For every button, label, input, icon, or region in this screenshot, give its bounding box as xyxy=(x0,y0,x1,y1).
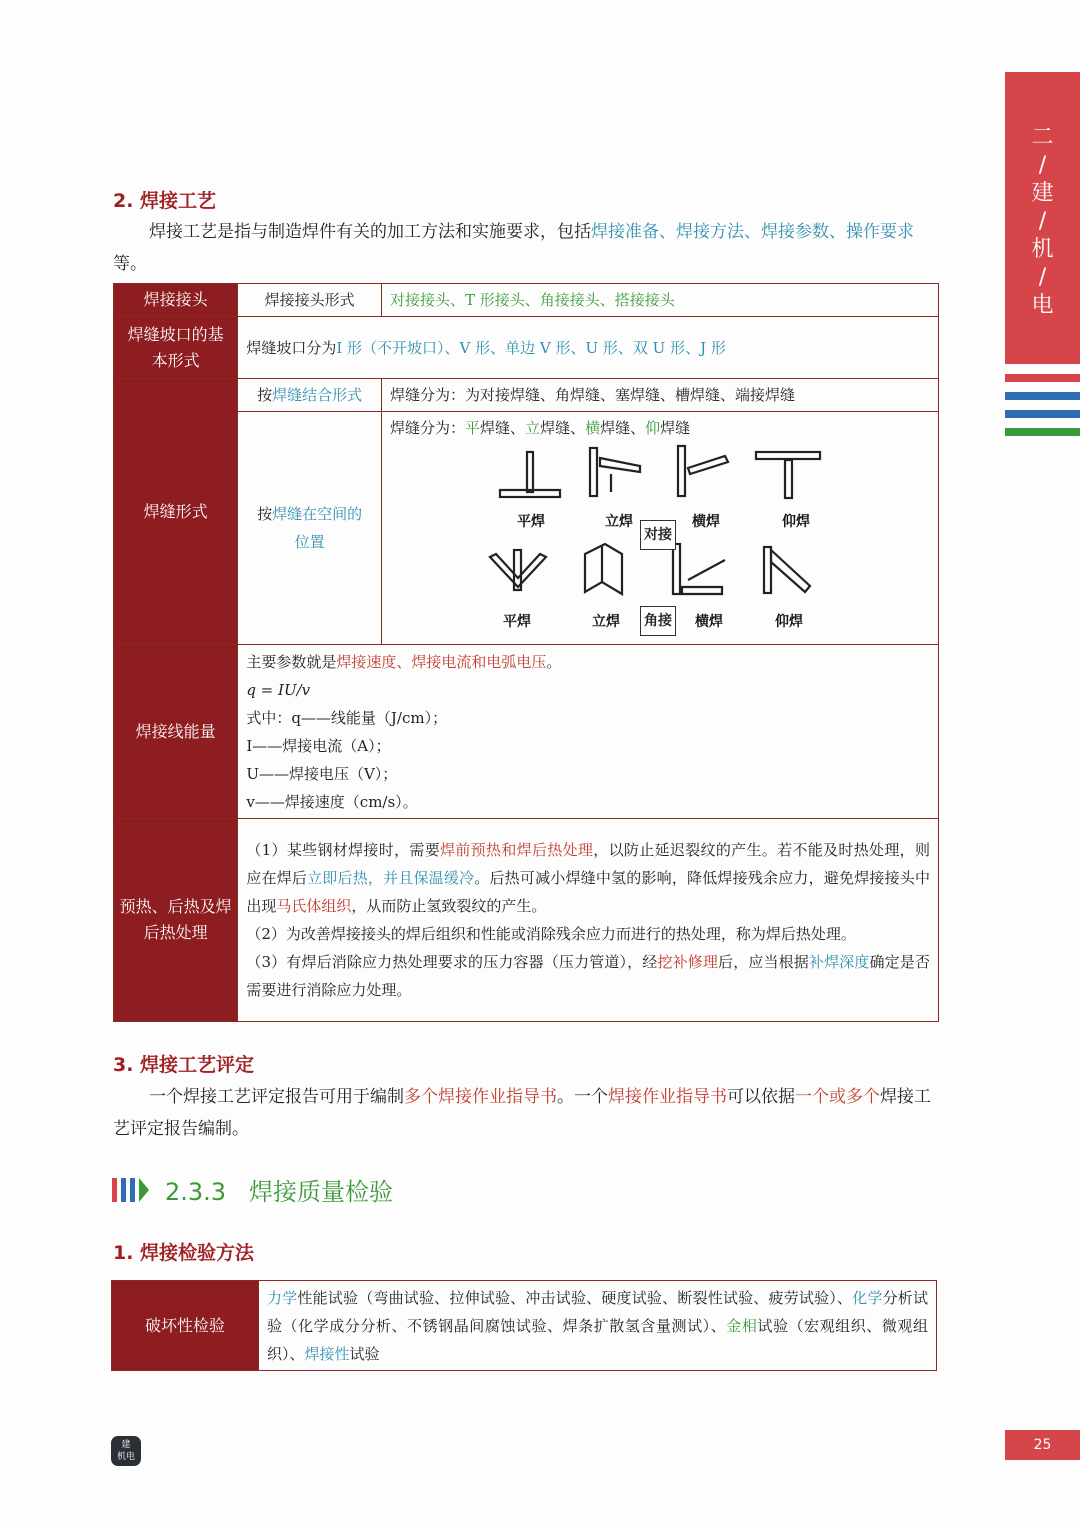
text: 分析试验（化学成分分析、不锈钢晶间腐蚀试验、焊条扩散氢含量测试）、 xyxy=(267,1288,928,1335)
row-head: 焊接线能量 xyxy=(114,645,238,819)
bar-red xyxy=(112,1178,117,1202)
subsection-title xyxy=(165,1172,393,1207)
section-title: 2. 焊接工艺 xyxy=(113,190,217,212)
figure-label: 横焊 xyxy=(692,514,720,530)
side-tab-char: 机 xyxy=(1031,237,1054,262)
figure-label: 仰焊 xyxy=(782,514,810,530)
text: 焊缝分为： xyxy=(390,419,466,437)
text-paragraph xyxy=(246,836,930,920)
highlight-text: 多个焊接作业指导书 xyxy=(404,1087,557,1107)
highlight-text: 焊接准备、焊接方法、焊接参数、操作要求 xyxy=(591,222,914,242)
figure-label: 仰焊 xyxy=(775,614,803,630)
text: ，以防止延迟裂纹的产生。若不能及时热处理，则应在焊后 xyxy=(246,841,930,887)
plate-shape xyxy=(785,460,792,498)
side-tab-char: 电 xyxy=(1031,293,1054,318)
plate-shape xyxy=(771,550,810,592)
highlight-text: 焊前预热和焊后热处理 xyxy=(440,841,594,859)
arrow-shape xyxy=(688,560,725,580)
text: 性能试验（弯曲试验、拉伸试验、冲击试验、硬度试验、断裂性试验、疲劳试验）、 xyxy=(297,1288,853,1307)
subsection-number: 2.3.3 xyxy=(165,1178,227,1206)
section-paragraph xyxy=(113,216,943,280)
section-title: 1. 焊接检验方法 xyxy=(113,1242,255,1264)
highlight-text: I 形（不开坡口）、V 形、单边 V 形、U 形、双 U 形、J 形 xyxy=(336,338,726,357)
side-tab-char: 建 xyxy=(1031,181,1054,206)
highlight-text: 焊接性 xyxy=(304,1344,350,1363)
plate-shape xyxy=(490,554,546,587)
highlight-text: 马氏体组织 xyxy=(276,897,352,915)
plate-shape xyxy=(585,544,622,594)
plate-shape xyxy=(514,550,521,590)
table-row xyxy=(114,284,939,317)
text-paragraph xyxy=(246,948,930,1004)
text: 确定是否需要进行消除应力处理。 xyxy=(246,953,930,999)
text: 后，应当根据 xyxy=(718,953,809,971)
table-row xyxy=(114,412,939,645)
row-subhead: 焊接接头形式 xyxy=(238,284,382,317)
text: 焊接工艺是指与制造焊件有关的加工方法和实施要求，包括 xyxy=(149,222,591,242)
stripe-blue xyxy=(1005,410,1080,418)
highlight-text: 挖补修理 xyxy=(657,953,719,971)
subsection-name: 焊接质量检验 xyxy=(248,1178,393,1206)
row-value: 对接接头、T 形接头、角接接头、搭接接头 xyxy=(382,284,939,317)
highlight-text: 平 xyxy=(465,419,481,437)
text-line: 式中：q——线能量（J/cm）； xyxy=(246,709,448,727)
figure-box-label: 对接 xyxy=(640,520,676,550)
logo-text: 建 xyxy=(121,1440,131,1450)
plate-shape xyxy=(682,587,722,594)
side-tab-char: 二 xyxy=(1031,125,1054,150)
formula: q = IU/v xyxy=(246,681,311,699)
figure-label: 平焊 xyxy=(503,614,531,630)
text: 焊接工艺评定报告编制。 xyxy=(113,1087,931,1139)
weld-position-line: 焊缝分为：平焊缝、立焊缝、横焊缝、仰焊缝 xyxy=(390,419,691,437)
weld-position-cell xyxy=(382,412,939,645)
row-value xyxy=(238,317,939,379)
figure-box-label: 角接 xyxy=(640,606,676,636)
plate-shape xyxy=(673,544,680,594)
row-head: 破坏性检验 xyxy=(112,1281,259,1371)
plate-shape xyxy=(590,448,597,496)
side-tab-char: / xyxy=(1038,153,1047,178)
table-row xyxy=(114,819,939,1022)
page-number: 25 xyxy=(1005,1430,1080,1460)
bar-arrow xyxy=(139,1178,149,1202)
row-subhead xyxy=(238,412,382,645)
weld-position-figure xyxy=(390,442,930,637)
highlight-text: 补焊深度 xyxy=(808,953,870,971)
text-line: U——焊接电压（V）； xyxy=(246,765,398,783)
highlight-text: 立即后热，并且保温缓冷 xyxy=(307,869,475,887)
text: 。一个 xyxy=(557,1087,608,1107)
plate-shape xyxy=(678,446,685,496)
text: ，从而防止氢致裂纹的产生。 xyxy=(351,897,547,915)
table-row xyxy=(112,1281,937,1371)
text: 一个焊接工艺评定报告可用于编制 xyxy=(149,1087,404,1107)
text: 焊缝 xyxy=(660,419,691,437)
text: 等。 xyxy=(113,254,147,274)
figure-label: 立焊 xyxy=(592,614,620,630)
highlight-text: 金相 xyxy=(726,1316,758,1335)
text: 试验 xyxy=(349,1344,380,1363)
row-value xyxy=(259,1281,937,1371)
text: 。后热可减小焊缝中氢的影响，降低焊接残余应力，避免焊接接头中出现 xyxy=(246,869,930,915)
row-value xyxy=(238,645,939,819)
row-value xyxy=(238,819,939,1022)
text: 按 xyxy=(257,505,273,523)
row-head: 焊接接头 xyxy=(114,284,238,317)
section-title: 3. 焊接工艺评定 xyxy=(113,1054,255,1076)
side-tab-char: / xyxy=(1038,209,1047,234)
logo-text: 机电 xyxy=(116,1452,135,1462)
section-paragraph xyxy=(113,1081,943,1145)
highlight-text: 焊接作业指导书 xyxy=(608,1087,727,1107)
highlight-text: 立 xyxy=(525,419,541,437)
plate-shape xyxy=(688,456,728,474)
table-row xyxy=(114,379,939,412)
text-line: v——焊接速度（cm/s）。 xyxy=(246,793,418,811)
stripe-blue xyxy=(1005,392,1080,400)
bar-blue xyxy=(121,1178,126,1202)
welding-process-table xyxy=(113,283,939,1022)
highlight-text: 焊接速度、焊接电流和电弧电压 xyxy=(336,653,547,671)
figure-label: 横焊 xyxy=(695,614,723,630)
row-subhead xyxy=(238,379,382,412)
highlight-text: 化学 xyxy=(852,1288,883,1307)
figure-label: 立焊 xyxy=(605,514,633,530)
row-value: 焊缝分为：为对接焊缝、角焊缝、塞焊缝、槽焊缝、端接焊缝 xyxy=(382,379,939,412)
text: （1）某些钢材焊接时，需要 xyxy=(246,841,441,859)
figure-label: 平焊 xyxy=(517,514,545,530)
text: 可以依据 xyxy=(727,1087,795,1107)
text-paragraph: （2）为改善焊接接头的焊后组织和性能或消除残余应力而进行的热处理，称为焊后热处理。 xyxy=(246,925,856,943)
highlight-text: 仰 xyxy=(645,419,661,437)
highlight-text: 横 xyxy=(585,419,601,437)
side-tab-char: / xyxy=(1038,265,1047,290)
text: 焊缝 xyxy=(480,419,511,437)
inspection-table xyxy=(111,1280,937,1371)
text: （3）有焊后消除应力热处理要求的压力容器（压力管道），经 xyxy=(246,953,658,971)
table-row xyxy=(114,645,939,819)
highlight-text: 力学 xyxy=(267,1288,298,1307)
chapter-side-tab-text xyxy=(1005,124,1080,320)
bar-blue xyxy=(130,1178,135,1202)
plate-shape xyxy=(527,452,533,492)
stripe-red xyxy=(1005,374,1080,382)
table-row xyxy=(114,317,939,379)
text: 焊缝 xyxy=(600,419,631,437)
text-line xyxy=(246,648,930,676)
publisher-logo xyxy=(111,1436,141,1466)
text: 。 xyxy=(546,653,562,671)
text: 按 xyxy=(257,386,273,404)
highlight-text: 焊缝结合形式 xyxy=(272,386,363,404)
chapter-side-tab xyxy=(1005,72,1080,364)
text-line: I——焊接电流（A）； xyxy=(246,737,391,755)
stripe-green xyxy=(1005,428,1080,436)
row-head: 焊缝坡口的基本形式 xyxy=(114,317,238,379)
row-head: 焊缝形式 xyxy=(114,379,238,645)
plate-shape xyxy=(756,452,820,459)
highlight-text: 焊缝在空间的位置 xyxy=(272,505,363,551)
text: 焊缝 xyxy=(540,419,571,437)
highlight-text: 一个或多个 xyxy=(795,1087,880,1107)
text: 主要参数就是 xyxy=(246,653,337,671)
row-head: 预热、后热及焊后热处理 xyxy=(114,819,238,1022)
plate-shape xyxy=(600,458,640,472)
text: 试验（宏观组织、微观组织）、 xyxy=(267,1316,928,1363)
text: 焊缝坡口分为 xyxy=(246,338,337,357)
